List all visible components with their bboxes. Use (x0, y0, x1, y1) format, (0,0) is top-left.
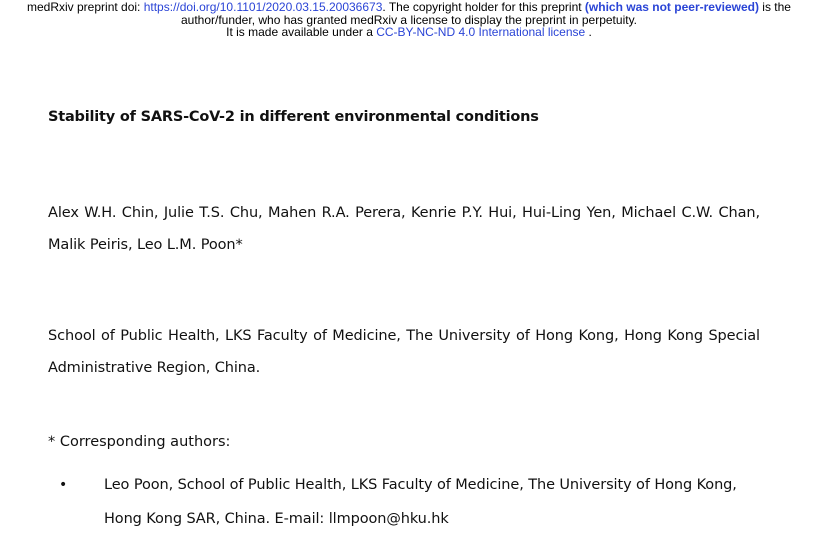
banner-line3-suffix: . (585, 25, 592, 39)
preprint-banner (0, 1, 818, 39)
banner-line-2: author/funder, who has granted medRxiv a license to display the preprint in perpetuity. (180, 12, 638, 27)
author-list: Alex W.H. Chin, Julie T.S. Chu, Mahen R.A. Perera, Kenrie P.Y. Hui, Hui-Ling Yen, Michael C.W. Chan, Malik Peiris, Leo L.M. Poon* (48, 205, 760, 253)
banner-line1-suffix: is the (758, 0, 791, 14)
peer-review-note: (which was not peer-reviewed) (584, 0, 759, 14)
doi-link[interactable]: https://doi.org/10.1101/2020.03.15.20036673 (143, 0, 383, 14)
banner-license-prefix: It is made available under a (226, 25, 377, 39)
bullet-icon: • (59, 477, 68, 493)
list-item (48, 468, 760, 536)
corresponding-author-text: Leo Poon, School of Public Health, LKS Faculty of Medicine, The University of Hong Kong, Hong Kong SAR, China. E-mail: llmpoon@hku.hk (104, 477, 737, 527)
affiliation: School of Public Health, LKS Faculty of Medicine, The University of Hong Kong, Hong Kong Special Administrative Region, China. (48, 328, 760, 376)
corresponding-authors-heading: * Corresponding authors: (48, 434, 231, 450)
corresponding-authors-list (48, 468, 760, 536)
paper-title: Stability of SARS-CoV-2 in different environmental conditions (48, 109, 539, 125)
banner-copyright-text: . The copyright holder for this preprint (382, 0, 585, 14)
banner-line-1 (0, 1, 818, 14)
banner-line-3 (0, 26, 818, 39)
license-link[interactable]: CC-BY-NC-ND 4.0 International license (376, 25, 586, 39)
banner-doi-prefix: medRxiv preprint doi: (27, 0, 144, 14)
